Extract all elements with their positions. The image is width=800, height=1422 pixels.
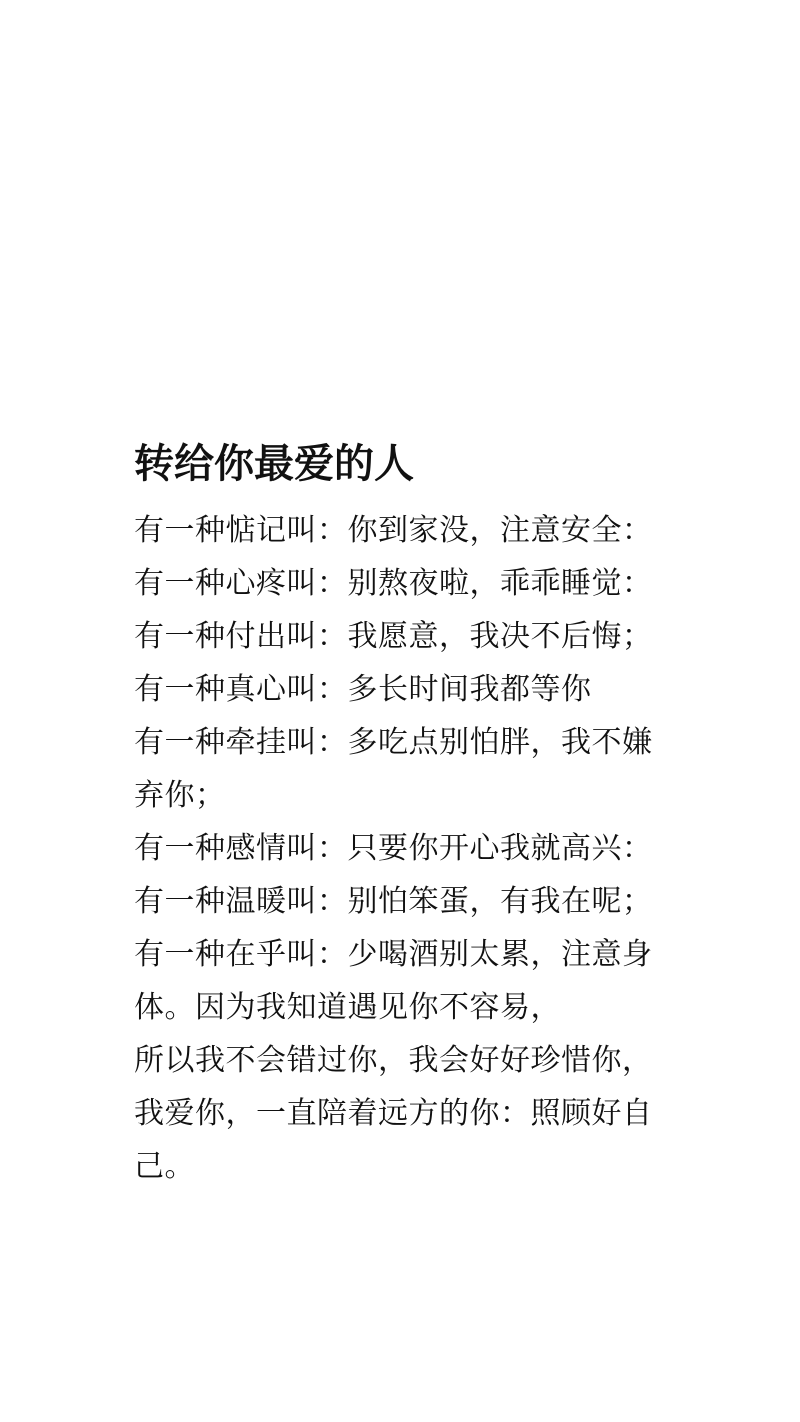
text-line: 有一种心疼叫：别熬夜啦，乖乖睡觉： (134, 566, 653, 601)
text-line: 所以我不会错过你，我会好好珍惜你， (134, 1043, 653, 1078)
text-line: 己。 (134, 1149, 195, 1184)
page-title: 转给你最爱的人 (134, 441, 414, 487)
text-line: 有一种惦记叫：你到家没，注意安全： (134, 513, 653, 548)
text-line: 体。因为我知道遇见你不容易， (134, 990, 561, 1025)
text-line: 弃你； (134, 778, 226, 813)
text-line: 有一种牵挂叫：多吃点别怕胖，我不嫌 (134, 725, 653, 760)
text-line: 有一种在乎叫：少喝酒别太累，注意身 (134, 937, 653, 972)
text-line: 有一种付出叫：我愿意，我决不后悔； (134, 619, 653, 654)
text-line: 有一种真心叫：多长时间我都等你 (134, 672, 592, 707)
text-content (134, 436, 674, 1193)
text-line: 我爱你，一直陪着远方的你：照顾好自 (134, 1096, 653, 1131)
text-line: 有一种温暖叫：别怕笨蛋，有我在呢； (134, 884, 653, 919)
text-line: 有一种感情叫：只要你开心我就高兴： (134, 831, 653, 866)
